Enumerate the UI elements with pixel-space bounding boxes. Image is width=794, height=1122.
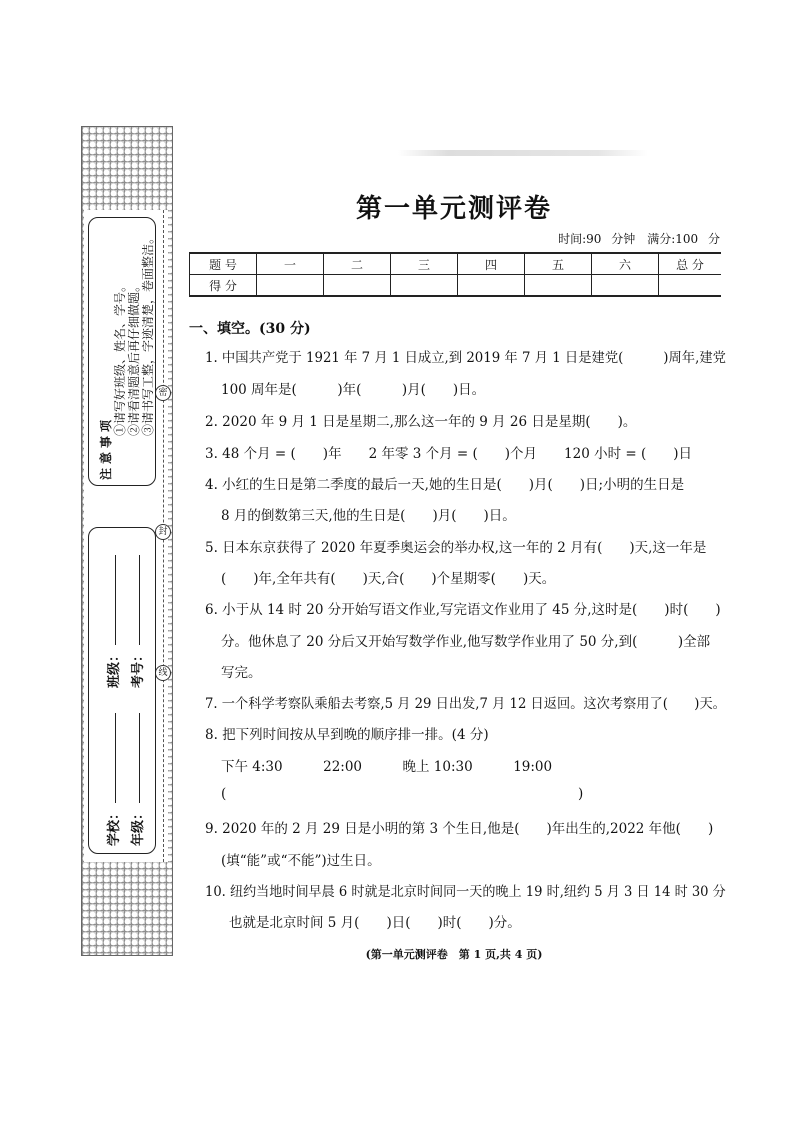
seal-mark-mi: 密 bbox=[155, 385, 171, 401]
school-label: 学校： bbox=[107, 806, 122, 846]
question-4-line-2: 8 月的倒数第三天,他的生日是( )月( )日。 bbox=[221, 508, 516, 524]
school-field[interactable] bbox=[103, 713, 122, 846]
question-9-line-2: (填“能”或“不能”)过生日。 bbox=[221, 853, 381, 869]
page-title: 第一单元测评卷 bbox=[355, 194, 552, 224]
cell-total: 总 分 bbox=[659, 253, 722, 275]
cell-q6: 六 bbox=[592, 253, 659, 275]
answer-paren-open[interactable]: ( bbox=[221, 786, 227, 802]
question-8-times: 下午 4:30 22:00 晚上 10:30 19:00 bbox=[221, 759, 553, 775]
score-cell[interactable] bbox=[391, 275, 458, 297]
question-5-line-1: 5. 日本东京获得了 2020 年夏季奥运会的举办权,这一年的 2 月有( )天,这一年是 bbox=[205, 540, 707, 556]
question-3: 3. 48 个月 = ( )年 2 年零 3 个月 = ( )个月 120 小时 = ( )日 bbox=[205, 446, 693, 462]
score-cell[interactable] bbox=[324, 275, 391, 297]
section-1-title: 一、填空。(30 分) bbox=[189, 321, 311, 337]
cell-q2: 二 bbox=[324, 253, 391, 275]
grade-field[interactable] bbox=[127, 713, 146, 846]
answer-paren-close: ) bbox=[578, 786, 584, 802]
question-6-line-3: 写完。 bbox=[221, 665, 262, 681]
exam-meta bbox=[558, 230, 720, 247]
score-cell[interactable] bbox=[525, 275, 592, 297]
question-1-line-2: 100 周年是( )年( )月( )日。 bbox=[221, 382, 486, 398]
question-10-line-1: 10. 纽约当地时间早晨 6 时就是北京时间同一天的晚上 19 时,纽约 5 月 3 日 14 时 30 分 bbox=[205, 884, 726, 900]
question-8: 8. 把下列时间按从早到晚的顺序排一排。(4 分) bbox=[205, 727, 489, 743]
question-10-line-2: 也就是北京时间 5 月( )日( )时( )分。 bbox=[229, 915, 521, 931]
score-cell[interactable] bbox=[592, 275, 659, 297]
score-cell[interactable] bbox=[659, 275, 722, 297]
seal-mark-xian: 线 bbox=[155, 665, 171, 681]
question-7: 7. 一个科学考察队乘船去考察,5 月 29 日出发,7 月 12 日返回。这次考察用了( )天。 bbox=[205, 696, 726, 712]
grade-label: 年级： bbox=[131, 806, 146, 846]
exam-number-field[interactable] bbox=[127, 555, 146, 688]
time-limit: 时间:90 分钟 bbox=[558, 232, 636, 246]
question-1-line-1: 1. 中国共产党于 1921 年 7 月 1 日成立,到 2019 年 7 月 1 日是建党( )周年,建党 bbox=[205, 350, 726, 366]
notice-label: 注意事项 bbox=[99, 415, 113, 480]
cell-q5: 五 bbox=[525, 253, 592, 275]
seal-mark-feng: 封 bbox=[155, 524, 171, 540]
question-4-line-1: 4. 小红的生日是第二季度的最后一天,她的生日是( )月( )日;小明的生日是 bbox=[205, 477, 685, 493]
print-smudge bbox=[398, 150, 648, 156]
notice-item-3: ③请书写工整，字迹清楚，卷面整洁。 bbox=[141, 231, 155, 436]
class-field[interactable] bbox=[103, 555, 122, 688]
cell-q1: 一 bbox=[257, 253, 324, 275]
notice-box bbox=[88, 217, 156, 486]
notice-item-2: ②请看清题意后再仔细做题。 bbox=[127, 279, 141, 436]
cell-score-label: 得 分 bbox=[190, 275, 257, 297]
exam-number-label: 考号： bbox=[131, 648, 146, 688]
score-cell[interactable] bbox=[257, 275, 324, 297]
question-6-line-1: 6. 小于从 14 时 20 分开始写语文作业,写完语文作业用了 45 分,这时是( )时( ) bbox=[205, 602, 721, 618]
question-6-line-2: 分。他休息了 20 分后又开始写数学作业,他写数学作业用了 50 分,到( )全部 bbox=[221, 634, 711, 650]
score-table-header-row bbox=[190, 253, 722, 275]
student-info-box bbox=[88, 527, 156, 854]
question-5-line-2: ( )年,全年共有( )天,合( )个星期零( )天。 bbox=[221, 571, 556, 587]
cell-q3: 三 bbox=[391, 253, 458, 275]
question-2: 2. 2020 年 9 月 1 日是星期二,那么这一年的 9 月 26 日是星期( )。 bbox=[205, 414, 637, 430]
question-9-line-1: 9. 2020 年的 2 月 29 日是小明的第 3 个生日,他是( )年出生的,2022 年他( ) bbox=[205, 821, 714, 837]
cell-q4: 四 bbox=[458, 253, 525, 275]
full-score: 满分:100 分 bbox=[647, 232, 720, 246]
class-label: 班级： bbox=[107, 648, 122, 688]
score-table-score-row bbox=[190, 275, 722, 297]
notice-item-1: ①请写好班级、姓名、学号。 bbox=[113, 279, 127, 436]
score-cell[interactable] bbox=[458, 275, 525, 297]
page-footer: (第一单元测评卷 第 1 页,共 4 页) bbox=[365, 948, 543, 961]
score-table bbox=[189, 252, 721, 297]
cell-question-number: 题 号 bbox=[190, 253, 257, 275]
